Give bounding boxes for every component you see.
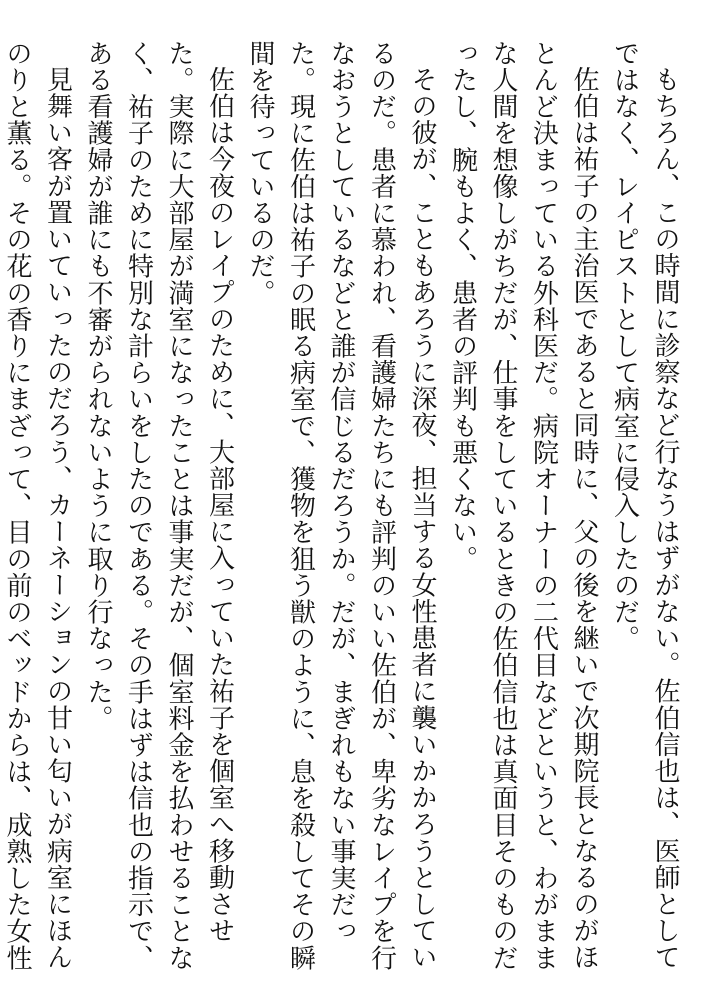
paragraph-3: その彼が、こともあろうに深夜、担当する女性患者に襲いかかろうとしているのだ。患者に慕われ、看護婦たちにも評判のいい佐伯が、卑劣なレイプを行なおうとしているなどと誰が信じるだろうか。だが、まぎれもない事実だった。現に佐伯は祐子の眠る病室で、獲物を狙う獣のように、息を殺してその瞬間を待っているのだ。 xyxy=(245,40,437,971)
paragraph-4: 佐伯は今夜のレイプのために、大部屋に入っていた祐子を個室へ移動させた。実際に大部屋が満室になったことは事実だが、個室料金を払わせることなく、祐子のために特別な計らいをしたのである。その手はずは信也の指示で、ある看護婦が誰にも不審がられないように取り行なった。 xyxy=(83,40,235,971)
vertical-text-body xyxy=(0,40,685,975)
paragraph-5: 見舞い客が置いていったのだろう、カーネーションの甘い匂いが病室にほんのりと薫る。その花の香りにまざって、目の前のベッドからは、成熟した女性 xyxy=(2,40,73,971)
paragraph-1: もちろん、この時間に診察など行なうはずがない。佐伯信也は、医師としてではなく、レイピストとして病室に侵入したのだ。 xyxy=(609,40,680,971)
paragraph-2: 佐伯は祐子の主治医であると同時に、父の後を継いで次期院長となるのがほとんど決まっている外科医だ。病院オーナーの二代目などというと、わがままな人間を想像しがちだが、仕事をしているときの佐伯信也は真面目そのものだったし、腕もよく、患者の評判も悪くない。 xyxy=(447,40,599,971)
